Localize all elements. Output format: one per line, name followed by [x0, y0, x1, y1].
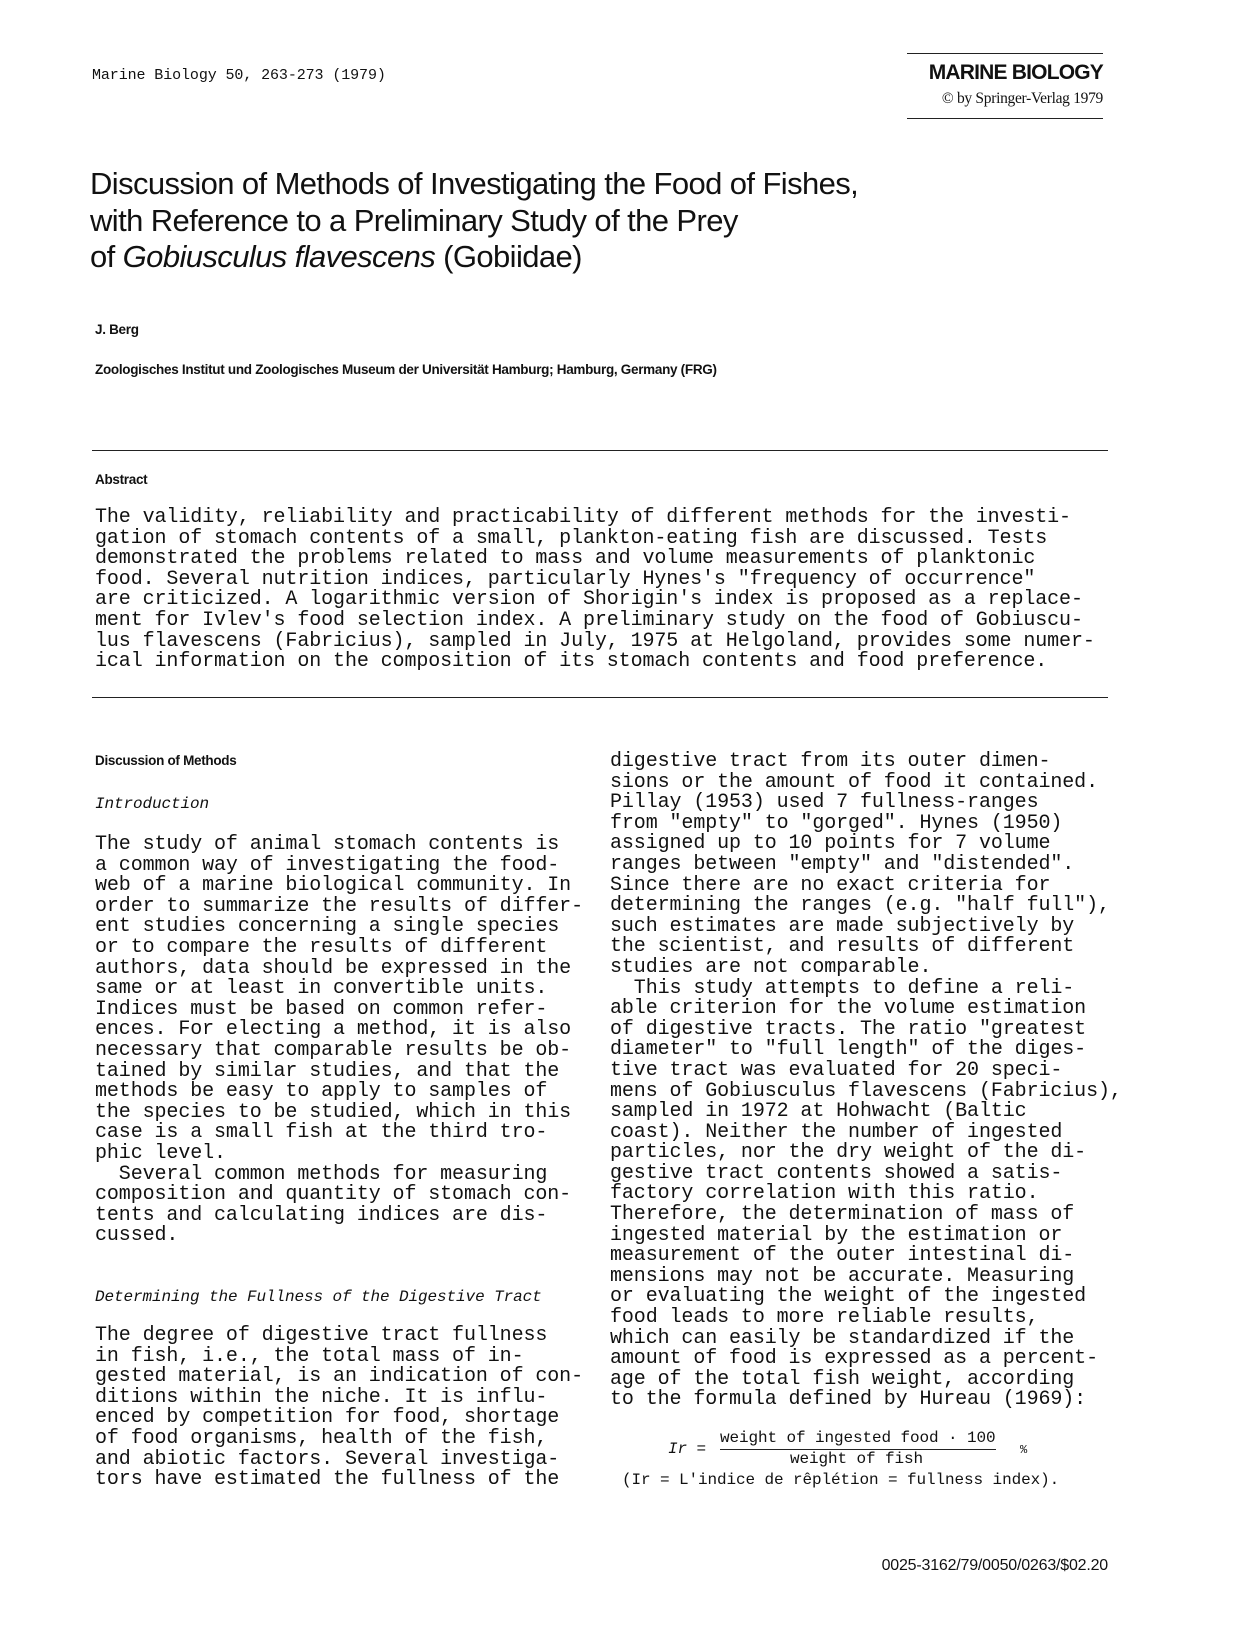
text-line: or evaluating the weight of the ingested	[610, 1285, 1087, 1309]
author: J. Berg	[95, 322, 139, 337]
text-line: studies are not comparable.	[610, 955, 932, 979]
text-line: same or at least in convertible units.	[95, 977, 548, 1001]
text-line: of food organisms, health of the fish,	[95, 1426, 548, 1450]
text-line: lus flavescens (Fabricius), sampled in July, 1975 at Helgoland, provides some numer-	[95, 629, 1095, 653]
formula-numerator: weight of ingested food · 100	[720, 1428, 996, 1450]
text-line: tents and calculating indices are dis-	[95, 1203, 548, 1227]
title-line: with Reference to a Preliminary Study of the Prey	[90, 202, 738, 238]
text-line: in fish, i.e., the total mass of in-	[95, 1344, 524, 1368]
text-line: ment for Ivlev's food selection index. A preliminary study on the food of Gobiuscu-	[95, 608, 1083, 632]
title-line	[90, 239, 858, 276]
divider	[907, 118, 1103, 119]
text-line: or to compare the results of different	[95, 935, 548, 959]
text-line: such estimates are made subjectively by	[610, 914, 1075, 938]
text-line: gestive tract contents showed a satis-	[610, 1161, 1063, 1185]
text-line: ences. For electing a method, it is also	[95, 1018, 572, 1042]
text-line: a common way of investigating the food-	[95, 853, 560, 877]
text-line: particles, nor the dry weight of the di-	[610, 1141, 1087, 1165]
text-line: able criterion for the volume estimation	[610, 997, 1087, 1021]
text-line: cussed.	[95, 1224, 179, 1248]
subheading: Introduction	[95, 795, 210, 813]
text-line: digestive tract from its outer dimen-	[610, 750, 1051, 773]
text-line: assigned up to 10 points for 7 volume	[610, 832, 1051, 856]
text-line: tive tract was evaluated for 20 speci-	[610, 1058, 1063, 1082]
journal-name: MARINE BIOLOGY	[928, 61, 1103, 84]
text-line: phic level.	[95, 1141, 226, 1165]
text-line: the species to be studied, which in this	[95, 1100, 572, 1124]
text-line: Indices must be based on common refer-	[95, 997, 548, 1021]
species-name: Gobiusculus flavescens	[122, 239, 436, 274]
text-line: food leads to more reliable results,	[610, 1306, 1039, 1330]
copyright: © by Springer-Verlag 1979	[941, 90, 1103, 107]
text-line: ranges between "empty" and "distended".	[610, 852, 1075, 876]
text-line: demonstrated the problems related to mass and volume measurements of planktonic	[95, 547, 1036, 571]
text-line: Therefore, the determination of mass of	[610, 1203, 1075, 1227]
text-line: ditions within the niche. It is influ-	[95, 1385, 548, 1409]
section-heading: Discussion of Methods	[95, 753, 237, 768]
text-line: which can easily be standardized if the	[610, 1326, 1075, 1350]
text-line: Several common methods for measuring	[95, 1162, 548, 1186]
text-line: from "empty" to "gorged". Hynes (1950)	[610, 811, 1063, 835]
text-line: methods be easy to apply to samples of	[95, 1080, 548, 1104]
text-line: This study attempts to define a reli-	[610, 976, 1075, 1000]
divider	[907, 53, 1103, 54]
text-line: Pillay (1953) used 7 fullness-ranges	[610, 791, 1039, 815]
citation: Marine Biology 50, 263-273 (1979)	[92, 67, 386, 84]
title-text: (Gobiidae)	[435, 239, 582, 274]
title-text: of	[90, 239, 123, 274]
text-line: food. Several nutrition indices, particularly Hynes's "frequency of occurrence"	[95, 567, 1036, 591]
text-line: necessary that comparable results be ob-	[95, 1038, 572, 1062]
text-line: mens of Gobiusculus flavescens (Fabricius),	[610, 1079, 1122, 1103]
text-line: ent studies concerning a single species	[95, 915, 560, 939]
text-line: ingested material by the estimation or	[610, 1223, 1063, 1247]
text-line: to the formula defined by Hureau (1969):	[610, 1388, 1087, 1412]
text-line: determining the ranges (e.g. "half full"),	[610, 894, 1110, 918]
text-line: sampled in 1972 at Hohwacht (Baltic	[610, 1100, 1027, 1124]
text-line: diameter" to "full length" of the diges-	[610, 1038, 1087, 1062]
subheading: Determining the Fullness of the Digestive Tract	[95, 1288, 542, 1306]
affiliation: Zoologisches Institut und Zoologisches Museum der Universität Hamburg; Hamburg, Germany (FRG)	[95, 362, 717, 377]
text-line: sions or the amount of food it contained.	[610, 770, 1098, 794]
text-line: ical information on the composition of its stomach contents and food preference.	[95, 650, 1048, 674]
text-line: case is a small fish at the third tro-	[95, 1121, 548, 1145]
text-line: The study of animal stomach contents is	[95, 833, 560, 856]
text-line: tained by similar studies, and that the	[95, 1059, 560, 1083]
text-line: coast). Neither the number of ingested	[610, 1120, 1063, 1144]
divider	[92, 697, 1108, 698]
text-line: order to summarize the results of differ-	[95, 894, 583, 918]
divider	[92, 450, 1108, 451]
abstract-heading: Abstract	[95, 472, 148, 487]
text-line: age of the total fish weight, according	[610, 1367, 1075, 1391]
abstract-text	[95, 508, 1095, 673]
text-line: gested material, is an indication of con-	[95, 1365, 583, 1389]
formula-lhs: Ir =	[668, 1440, 707, 1458]
text-line: are criticized. A logarithmic version of Shorigin's index is proposed as a replace-	[95, 588, 1083, 612]
formula-note: (Ir = L'indice de rêplétion = fullness index).	[622, 1471, 1060, 1489]
text-line: The validity, reliability and practicability of different methods for the investi-	[95, 506, 1071, 529]
text-line: factory correlation with this ratio.	[610, 1182, 1039, 1206]
text-line: of digestive tracts. The ratio "greatest	[610, 1017, 1087, 1041]
text-line: The degree of digestive tract fullness	[95, 1324, 548, 1347]
text-line: gation of stomach contents of a small, plankton-eating fish are discussed. Tests	[95, 526, 1048, 550]
paragraph	[95, 835, 583, 1247]
text-line: authors, data should be expressed in the	[95, 956, 572, 980]
paper-title	[90, 166, 858, 276]
title-line: Discussion of Methods of Investigating the Food of Fishes,	[90, 166, 859, 201]
text-line: measurement of the outer intestinal di-	[610, 1244, 1075, 1268]
text-line: Since there are no exact criteria for	[610, 873, 1051, 897]
text-line: tors have estimated the fullness of the	[95, 1468, 560, 1492]
formula-unit: %	[1020, 1443, 1028, 1457]
text-line: composition and quantity of stomach con-	[95, 1183, 572, 1207]
text-line: the scientist, and results of different	[610, 935, 1075, 959]
formula-denominator: weight of fish	[790, 1450, 924, 1468]
text-line: web of a marine biological community. In	[95, 874, 572, 898]
text-line: enced by competition for food, shortage	[95, 1406, 560, 1430]
text-line: mensions may not be accurate. Measuring	[610, 1264, 1075, 1288]
paragraph	[95, 1326, 583, 1491]
footer-code: 0025-3162/79/0050/0263/$02.20	[881, 1557, 1108, 1574]
paragraph	[610, 752, 1122, 1411]
text-line: and abiotic factors. Several investiga-	[95, 1447, 560, 1471]
text-line: amount of food is expressed as a percent-	[610, 1347, 1098, 1371]
